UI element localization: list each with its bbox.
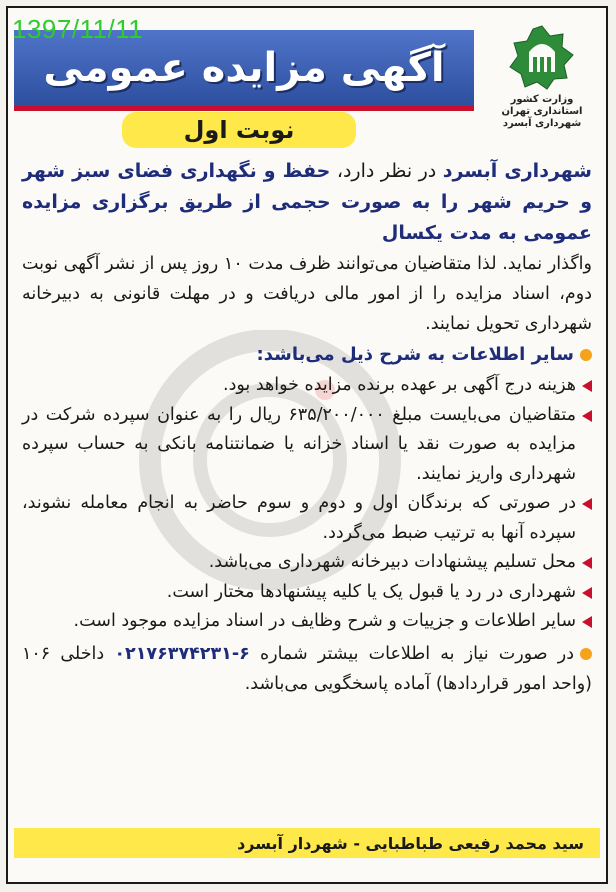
org-line-ministry: وزارت کشور xyxy=(510,94,574,105)
conditions-list xyxy=(22,371,592,637)
list-item xyxy=(22,607,592,637)
org-line-governorate: استانداری تهران xyxy=(501,106,583,117)
triangle-bullet-icon xyxy=(582,498,592,510)
list-item-text: سایر اطلاعات و جزییات و شرح وظایف در اسناد مزایده موجود است. xyxy=(73,611,576,631)
bullet-dot-icon xyxy=(580,349,592,361)
org-line-municipality: شهرداری آبسرد xyxy=(502,118,582,129)
list-item xyxy=(22,401,592,490)
notice-title: آگهی مزایده عمومی xyxy=(43,45,445,91)
triangle-bullet-icon xyxy=(582,380,592,392)
list-item-text: در صورتی که برندگان اول و دوم و سوم حاضر به انجام معامله نشوند، سپرده آنها به ترتیب ضبط می‌گردد. xyxy=(22,493,576,543)
intro-continuation: واگذار نماید. لذا متقاضیان می‌توانند ظرف مدت ۱۰ روز پس از نشر آگهی نوبت دوم، اسناد مزایده را از امور مالی دریافت و در مهلت قانونی به دبیرخانه شهرداری تحویل نمایند. xyxy=(22,254,592,334)
list-item-text: متقاضیان می‌بایست مبلغ ۶۳۵/۲۰۰/۰۰۰ ریال را به عنوان سپرده شرکت در مزایده به صورت نقد یا اسناد خزانه یا ضمانتنامه بانکی به حساب سپرده شهرداری واریز نمایند. xyxy=(22,404,576,484)
section-heading xyxy=(22,341,592,369)
round-badge xyxy=(122,112,356,148)
section-heading-text: سایر اطلاعات به شرح ذیل می‌باشد: xyxy=(256,344,574,365)
list-item-text: شهرداری در رد یا قبول یک یا کلیه پیشنهادها مختار است. xyxy=(166,581,576,602)
list-item xyxy=(22,489,592,548)
emblem-icon xyxy=(509,24,575,90)
bullet-dot-icon xyxy=(580,648,592,660)
signatory: سید محمد رفیعی طباطبایی - شهردار آبسرد xyxy=(237,833,584,853)
signature-bar xyxy=(14,828,600,858)
intro-connector: در نظر دارد، xyxy=(330,160,443,182)
municipality-logo xyxy=(482,24,602,154)
contact-paragraph xyxy=(22,639,592,699)
triangle-bullet-icon xyxy=(582,557,592,569)
phone-number: ۰۲۱۷۶۳۷۴۲۳۱-۶ xyxy=(114,643,250,664)
list-item-text: محل تسلیم پیشنهادات دبیرخانه شهرداری می‌باشد. xyxy=(208,552,576,572)
tender-subject: حفظ و نگهداری فضای سبز شهر و حریم شهر را به صورت حجمی از طریق برگزاری مزایده عمومی به مدت یکسال xyxy=(22,160,592,244)
contact-prefix: در صورت نیاز به اطلاعات بیشتر شماره xyxy=(249,643,575,664)
list-item-text: هزینه درج آگهی بر عهده برنده مزایده خواهد بود. xyxy=(223,375,576,395)
round-label: نوبت اول xyxy=(183,116,295,144)
triangle-bullet-icon xyxy=(582,587,592,599)
triangle-bullet-icon xyxy=(582,410,592,422)
municipality-name: شهرداری آبسرد xyxy=(442,160,592,182)
list-item xyxy=(22,578,592,608)
date-stamp: 1397/11/11 xyxy=(12,14,144,44)
org-name xyxy=(482,94,602,130)
intro-paragraph xyxy=(22,156,592,249)
list-item xyxy=(22,548,592,578)
contact-suffix: داخلی ۱۰۶ (واحد امور قراردادها) آماده پاسخگویی می‌باشد. xyxy=(22,643,592,694)
list-item xyxy=(22,371,592,401)
notice-body xyxy=(22,156,592,699)
triangle-bullet-icon xyxy=(582,616,592,628)
